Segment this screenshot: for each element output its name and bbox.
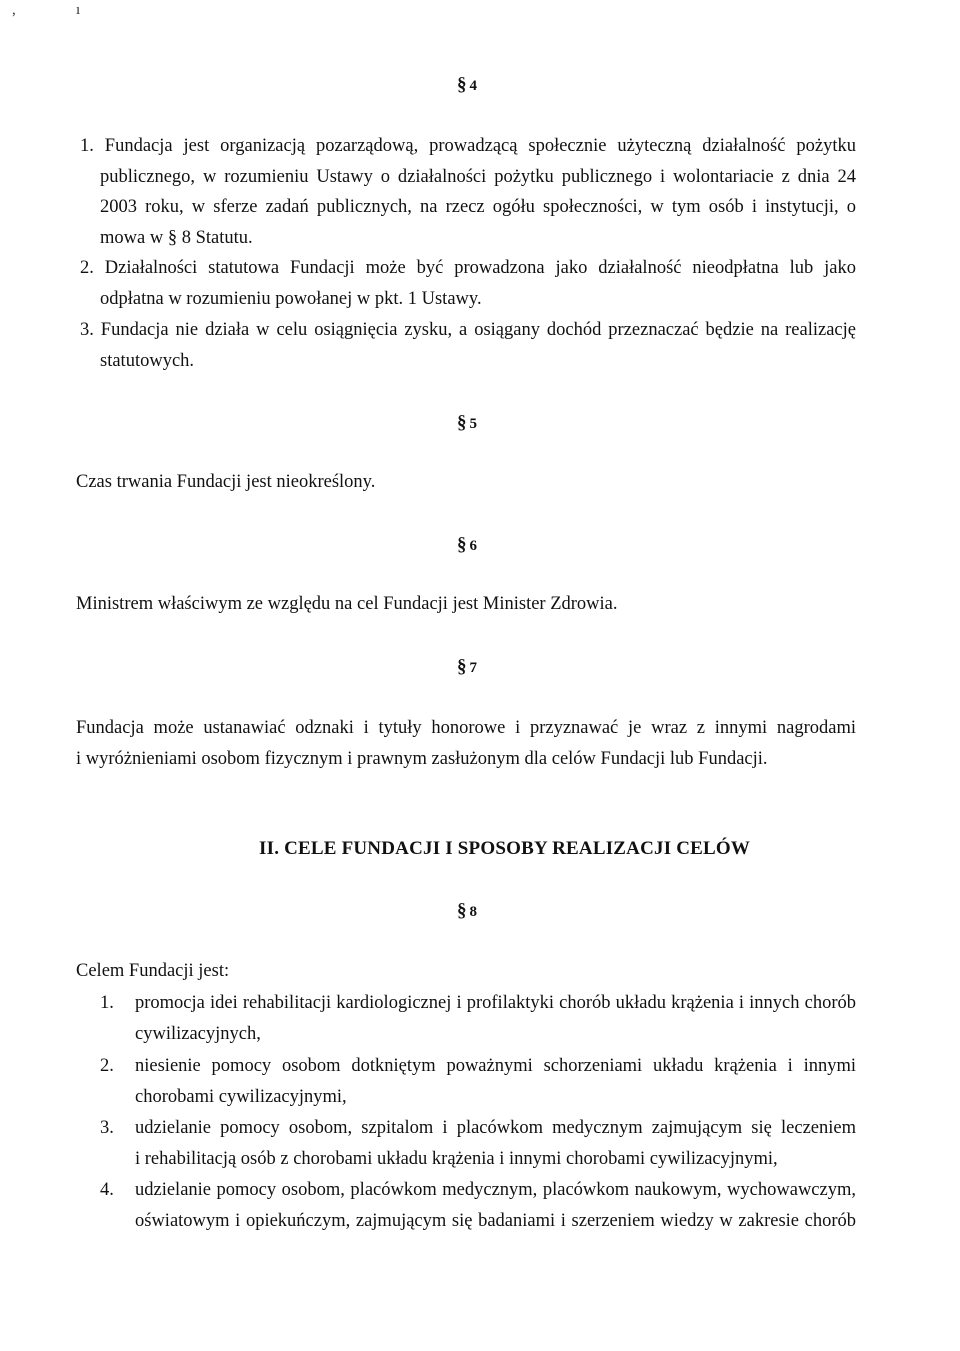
list-number: 3. <box>100 1118 114 1138</box>
list-item <box>100 1175 856 1236</box>
text-line: odpłatna w rozumieniu powołanej w pkt. 1 Ustawy. <box>100 288 482 309</box>
list-number: 1. <box>100 993 114 1013</box>
section-7-heading <box>457 656 477 678</box>
text-line: mowa w § 8 Statutu. <box>100 227 253 248</box>
list-item <box>100 1051 856 1112</box>
section-number: 4 <box>469 78 477 94</box>
text-line: statutowych. <box>100 350 195 371</box>
section-sign: § <box>457 412 467 433</box>
section-4-item-1 <box>80 131 856 253</box>
list-item <box>100 1113 856 1174</box>
text-line: 3. Fundacja nie działa w celu osiągnięcia zysku, a osiągany dochód przeznaczać będzie na realizację <box>80 320 856 340</box>
section-6-heading <box>457 534 477 556</box>
list-item <box>100 988 856 1049</box>
text-line: Czas trwania Fundacji jest nieokreślony. <box>76 472 376 492</box>
section-5-heading <box>457 412 477 434</box>
scan-mark: , <box>12 2 16 18</box>
text-line: Ministrem właściwym ze względu na cel Fundacji jest Minister Zdrowia. <box>76 594 618 614</box>
section-8-heading <box>457 900 477 922</box>
text-line: 2. Działalności statutowa Fundacji może być prowadzona jako działalność nieodpłatna lub jako <box>80 258 856 278</box>
text-line: 1. Fundacja jest organizacją pozarządową, prowadzącą społecznie użyteczną działalność pożytku <box>80 136 856 156</box>
section-number: 6 <box>469 538 477 554</box>
text-line: Fundacja może ustanawiać odznaki i tytuły honorowe i przyznawać je wraz z innymi nagrodami <box>76 718 856 738</box>
section-5-text <box>76 467 856 498</box>
section-4-item-2 <box>80 253 856 314</box>
text-line: Celem Fundacji jest: <box>76 961 230 981</box>
section-6-text <box>76 589 856 620</box>
section-sign: § <box>457 74 467 95</box>
section-sign: § <box>457 534 467 555</box>
text-line: udzielanie pomocy osobom, placówkom medycznym, placówkom naukowym, wychowawczym, <box>135 1180 856 1200</box>
text-line: i wyróżnieniami osobom fizycznym i prawnym zasłużonym dla celów Fundacji lub Fundacji. <box>76 748 768 769</box>
text-line: niesienie pomocy osobom dotkniętym poważnymi schorzeniami układu krążenia i innymi <box>135 1056 856 1076</box>
text-line: 2003 roku, w sferze zadań publicznych, na rzecz ogółu społeczności, w tym osób i instytucji, o <box>100 197 856 217</box>
text-line: cywilizacyjnych, <box>135 1023 261 1044</box>
section-sign: § <box>457 900 467 921</box>
text-line: promocja idei rehabilitacji kardiologicznej i profilaktyki chorób układu krążenia i innych chorób <box>135 993 856 1013</box>
scan-mark: ı <box>76 2 81 18</box>
list-number: 2. <box>100 1056 114 1076</box>
text-line: udzielanie pomocy osobom, szpitalom i placówkom medycznym zajmującym się leczeniem <box>135 1118 856 1138</box>
text-line: publicznego, w rozumieniu Ustawy o działalności pożytku publicznego i wolontariacie z dnia 24 <box>100 166 856 187</box>
section-number: 5 <box>469 416 477 432</box>
text-line: chorobami cywilizacyjnymi, <box>135 1086 347 1107</box>
text-line: i rehabilitacją osób z chorobami układu krążenia i innymi chorobami cywilizacyjnymi, <box>135 1148 778 1169</box>
section-7-text <box>76 713 856 774</box>
section-number: 8 <box>469 904 477 920</box>
section-number: 7 <box>469 660 477 676</box>
section-8-intro <box>76 956 856 987</box>
text-line: oświatowym i opiekuńczym, zajmującym się badaniami i szerzeniem wiedzy w zakresie chorób <box>135 1210 856 1231</box>
chapter-heading: II. CELE FUNDACJI I SPOSOBY REALIZACJI CELÓW <box>259 838 751 859</box>
list-number: 4. <box>100 1180 114 1200</box>
section-4-heading <box>457 74 477 96</box>
section-4-item-3 <box>80 315 856 376</box>
section-sign: § <box>457 656 467 677</box>
